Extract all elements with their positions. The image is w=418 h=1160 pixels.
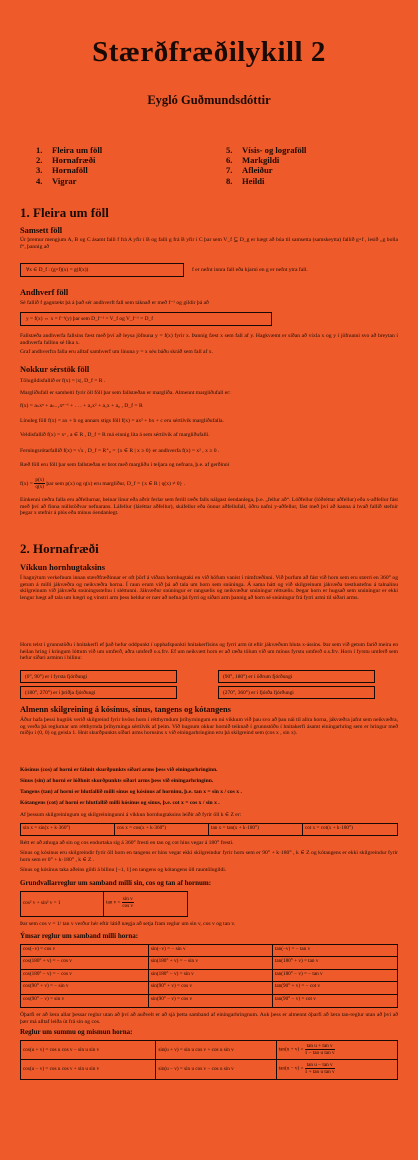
relation-cell: cos(180° + v) = − cos v [21, 957, 149, 969]
rational-function-form: f(x) = $\frac{p(x)}{q(x)}$ þar sem p(x) og q(x) eru margliður, D_f = {x ∈ R | q(x) ≠ 0} . [20, 477, 186, 490]
composite-definition: ∀x ∈ D_f : (g∘f)(x) = g(f(x)) [26, 267, 89, 273]
cos-difference: cos(u − v) = cos u cos v + sin u sin v [21, 1060, 156, 1079]
relation-cell: sin(90° + v) = cos v [149, 982, 273, 994]
relation-cell: tan(90° − v) = cot v [274, 995, 316, 1002]
section-2-heading: 2. Hornafræði [20, 541, 99, 556]
sum-difference-heading: Reglur um summu og mismun horna: [20, 1028, 133, 1036]
periodicity-intro: Af þessum skilgreiningum og skilgreiningunni á víkkun hornhugtaksins leiðir að fyrir öll k ∈ Z er: [20, 812, 242, 818]
standard-position-text: Horn telst í grunnstöðu í hnitakerfi ef það hefur oddpunkt í upphafspunkti hnitakerfisins og fyrri arm út eftir jákvæðum hluta x-ássins. Þar sem við getum farið meira en heilan hring í kringum lóttum við um umferð, aðra umferð o.s.frv. Ef um neikvætt horn er að ræða tölum við um mínus fyrstu umferð o.s.frv. Horn í fyrstu umferð sem hefur síðari arminn í bilinu: [20, 642, 398, 662]
pythagorean-identity: cos² v + sin² v = 1 [21, 892, 104, 916]
relation-cell: cos(180° − v) = − cos v [21, 970, 149, 982]
cosine-definition: Kósínus (cos) af horni er fáhnit skurðpunkts síðari arms þess við einingarhringinn. [20, 767, 218, 773]
composite-definition-box [20, 263, 184, 277]
relation-cell: sin(180° + v) = − sin v [149, 957, 273, 969]
toc-item-5[interactable]: 5. Vísis- og lograföll [226, 145, 307, 155]
page-title: Stærðfræðilykill 2 [92, 36, 326, 68]
composite-functions-heading: Samsett föll [20, 226, 63, 235]
inverse-functions-text: Sé fallið f gagntækt þá á það sér andhverft fall sem táknað er með f⁻¹ og gildir þá að [20, 300, 209, 306]
cos-sum: cos(u + v) = cos u cos v − sin u sin v [21, 1041, 156, 1060]
linear-quadratic-text: Línuleg föll f(x) = ax + b og annars stigs föll f(x) = ax² + bx + c eru sértilvik margliðufalla. [20, 418, 224, 424]
angle-relations-note: Óþarfi er að læra allar þessar reglur utan að því að auðvelt er að sjá þetta samband af einingarhringnum. Auk þess er almennt óþarfi að læra tan-reglur utan að því að þær má alltaf leiða út frá sin og cos. [20, 1012, 398, 1025]
angle-relations-heading: Ýmsar reglur um samband milli horna: [20, 932, 139, 940]
asymptotes-text: Einkenni ræðra falla eru aðfellurnar, beinar línur eða aðrir ferlar sem ferill ræðs falls nálgast óendanlega, þ.e. „fellur að“. Lóðfellur (lóðréttar aðfellur) eða x-aðfellur fást með því að finna núllstöðvar nefnarans. Láfellur (láréttar aðfellur), skáfellur eða önnur aðfellufall, öðru nafni y-aðfellur, fást með því að kanna á hvað fallið stefnir þegar x stefnir á plús eða mínus óendanlegt. [20, 497, 398, 517]
toc-item-6[interactable]: 6. Markgildi [226, 155, 280, 166]
sin-sum: sin(u + v) = sin u cos v + cos u sin v [156, 1041, 276, 1060]
relation-cell: sin(90° − v) = cos v [149, 995, 273, 1007]
angle-relations-table [20, 944, 398, 1008]
inverse-functions-heading: Andhverf föll [20, 288, 69, 297]
fundamental-rules-note: Þar sem cos v = 1/ tan v verður hér eftir látið nægja að setja fram reglur um sin v, cos v og tan v. [20, 921, 236, 927]
polynomial-general-form: f(x) = aₙxⁿ + aₙ₋₁xⁿ⁻¹ + . . . + a₂x² + a₁x + a₀ , D_f = R [20, 403, 143, 409]
sin-difference: sin(u − v) = sin u cos v − cos u sin v [156, 1060, 276, 1079]
quadrant-4-box: (270°, 360°) er í fjórða fjórðungi [218, 686, 375, 699]
toc-item-8[interactable]: 8. Heildi [226, 175, 265, 186]
inverse-definition: y = f(x) ⇔ x = f⁻¹(y) þar sem D_f⁻¹ = V_f og V_f⁻¹ = D_f [26, 316, 153, 322]
inverse-formula-text: Fallstæða andhverfa fallsins fæst með því að leysa jöfnuna y = f(x) fyrir x. Þannig fæst x sem fall af y. Hagkvæmt er síðan að víxla x og y í jöfnunni svo að breytan í andhverfa fallinu sé líka x. [20, 333, 398, 346]
quadrant-3-box: (180°, 270°) er í þriðja fjórðungi [20, 686, 177, 699]
periodicity-table [20, 823, 398, 836]
relation-cell: cos(90° + v) = − sin v [21, 982, 149, 994]
general-definition-text: Áður hafa þessi hugtök verið skilgreind fyrir hvöss horn í rétthyrndum þríhyrningum en nú víkkum við þau svo að þau nái til allra horna, jákvæðra jafnt sem neikvæðra, og verða þá reglurnar um rétthyrnda þríhyrninga sértilvik af þeim. Við hugsum okkur hornið teiknað í grunnstöðu í hnitakerfi ásamt einingarhring sem er hringur með miðju í (0, 0) og geisla 1. Hnit skurðpunkts síðari arms hornsins x við einingarhringinn eru þá skilgreind sem (cos x , sin x). [20, 717, 398, 737]
general-definition-heading: Almenn skilgreining á kósínus, sínus, tangens og kótangens [20, 705, 231, 714]
toc-item-3[interactable]: 3. Hornaföll [36, 165, 88, 176]
tangent-identity: tan v = $\frac{\text{sin v}}{\text{cos v}}$ [106, 896, 134, 909]
relation-cell: sin(−v) = − sin v [149, 945, 273, 957]
domain-note: Sínus og kósínus eru skilgreindir fyrir öll horn en tangens er hins vegar ekki skilgreindur fyrir horn sem er 90° + k·180° , k ∈ Z og kótangens er ekki skilgreindur fyrir horn sem er 0° + k·180° , k ∈ Z . [20, 850, 398, 863]
angle-extension-heading: Víkkun hornhugtaksins [20, 563, 105, 572]
toc-item-1[interactable]: 1. Fleira um föll [36, 145, 103, 155]
power-function-text: Veldisfallið f(x) = xᵃ , a ∈ R , D_f = R má einnig líta á sem sértilvik af margliðufalli. [20, 432, 210, 438]
tan-difference: tan(u − v) = $\frac{\text{tan u − tan v}}{\text{1 + tan u tan v}}$ [278, 1062, 335, 1075]
relation-cell: tan(180° − v) = − tan v [273, 970, 397, 982]
fundamental-rules-box [20, 891, 188, 917]
composite-inner-outer-note: f er nefnt innra fall eða kjarni en g er nefnt ytra fall. [192, 267, 308, 273]
quadrant-2-box: (90°, 180°) er í öðrum fjórðungi [218, 670, 375, 683]
inverse-graph-text: Graf andhverfra falla eru alltaf samhverf um línuna y = x séu báðu skráð sem fall af x. [20, 349, 213, 355]
tan-sum: tan(u + v) = $\frac{\text{tan u + tan v}}{\text{1 − tan u tan v}}$ [277, 1041, 397, 1060]
table-of-contents-left [36, 145, 102, 186]
absolute-value-function: Tölugildisfallið er f(x) = |x|, D_f = R . [20, 378, 106, 384]
table-of-contents-right [226, 145, 306, 186]
section-1-heading: 1. Fleira um föll [20, 205, 109, 220]
author: Eygló Guðmundsdóttir [147, 93, 271, 107]
toc-item-2[interactable]: 2. Hornafræði [36, 155, 96, 166]
periodicity-note: Rétt er að athuga að sin og cos endurtaka sig á 360° fresti en tan og cot hins vegar á 180° fresti. [20, 840, 234, 846]
period-cos: cos x = cos(x + k·360°) [115, 824, 209, 835]
toc-item-4[interactable]: 4. Vigrar [36, 175, 77, 186]
period-cot: cot x = cot(x + k·180°) [305, 825, 353, 831]
period-sin: sin x = sin(x + k·360°) [21, 824, 115, 835]
quadrant-1-box: (0°, 90°) er í fyrsta fjórðungi [20, 670, 177, 683]
relation-cell: tan(−v) = − tan v [273, 945, 397, 957]
relation-cell: cos(90° − v) = sin v [21, 995, 149, 1007]
angle-extension-text: Í hagnýtum verkefnum innan stærðfræðinnar er oft þörf á víðara hornhugtaki en við höfum vanist í rúmfræðinni. Við þurfum að fást við horn sem eru stærri en 360° og getum á milli jákvæðra og neikvæðra horna. Í raun erum við þá að tala um horn sem snúninga. Á sama hátt og við skilgreinum jákvæða tæstlustefnu á talnalínu skilgreinum við jákvæða snúningsstefnu í sléttunni. Jákvæður snúningur er rangsælis og neikvæður snúningur réttsælis. Þegar horn er hugsað sem snúningur er ekki lengur hægt að tala um hægri og vinstri arm þess heldur er nær að nefna þá fyrri og síðari arm þannig að horn sé snúningur frá fyrri armi til síðari arms. [20, 575, 398, 601]
polynomial-function-text: Margliðufall er samheiti fyrir öll föll þar sem fallstæðan er margliða. Almennt margliðufall er: [20, 390, 231, 396]
range-note: Sínus og kósínus taka aðeins gildi á bilinu [−1, 1] en tangens og kótangens öll rauntölugildi. [20, 867, 227, 873]
toc-item-7[interactable]: 7. Afleiður [226, 165, 273, 176]
period-tan: tan x = tan(x + k·180°) [209, 824, 303, 835]
relation-cell: cos(−v) = cos v [21, 945, 149, 957]
rational-function-text: Ræð föll eru föll þar sem fallstæðan er brot með margliðu í teljara og nefnara, þ.e. af gerðinni [20, 462, 230, 468]
sum-difference-table [20, 1040, 398, 1080]
square-root-function-text: Ferningsrótarfallið f(x) = √x , D_f = R⁺₀ = {x ∈ R | x ≥ 0} er andhverfa f(x) = x² , x ≥ 0 . [20, 448, 220, 454]
special-functions-heading: Nokkur sérstök föll [20, 365, 90, 374]
composite-functions-text: Úr þremur mengjum A, B og C ásamt falli f frá A yfir í B og falli g frá B yfir í C þar sem V_f ⊆ D_g er hægt að búa til samsetta (samskeytta) fallið g∘f , lesið „g bolla f“, þannig að [20, 237, 398, 250]
tangent-definition: Tangens (tan) af horni er hlutfallið milli sínus og kósínus af horninu, þ.e. tan x = sin x / cos x . [20, 789, 242, 795]
sine-definition: Sínus (sin) af horni er lóðhnit skurðpunkts síðari arms þess við einingarhringinn. [20, 778, 214, 784]
relation-cell: sin(180° − v) = sin v [149, 970, 273, 982]
relation-cell: tan(90° + v) = − cot v [273, 982, 397, 994]
fundamental-rules-heading: Grundvallarreglur um samband milli sin, cos og tan af hornum: [20, 879, 212, 887]
relation-cell: tan(180° + v) = tan v [273, 957, 397, 969]
inverse-definition-box [20, 312, 272, 326]
cotangent-definition: Kótangens (cot) af horni er hlutfallið milli kósínus og sínus, þ.e. cot x = cos x / sin x . [20, 800, 220, 806]
